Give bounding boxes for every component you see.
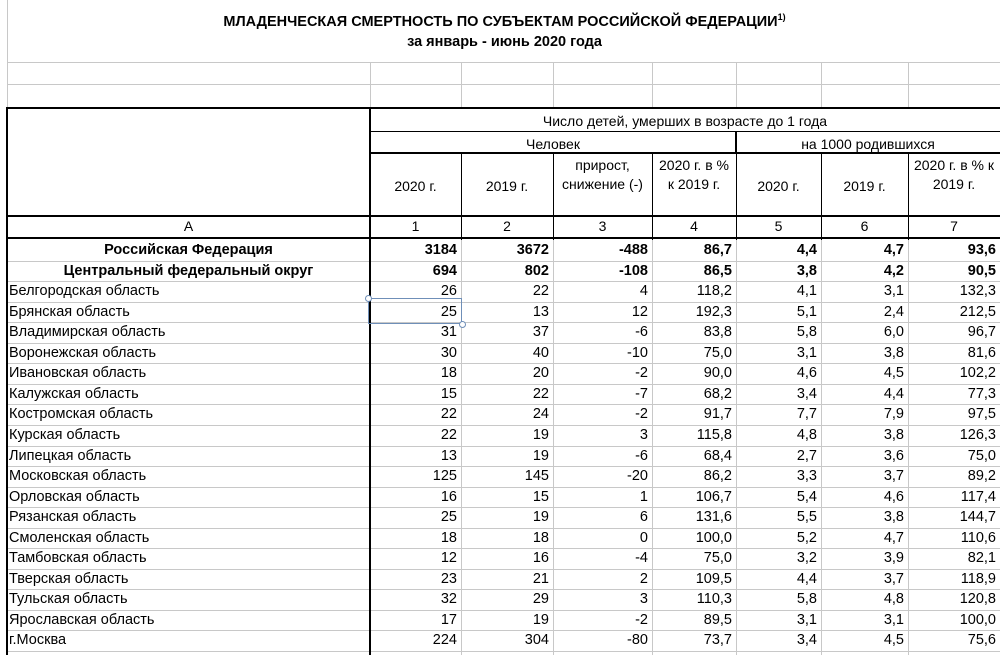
value-cell[interactable]: 22 — [440, 406, 457, 423]
value-cell[interactable]: 75,0 — [703, 344, 732, 361]
value-cell[interactable]: 97,5 — [967, 406, 996, 423]
value-cell[interactable]: 77,3 — [967, 385, 996, 402]
value-cell[interactable]: -6 — [635, 447, 648, 464]
header-group-top: Число детей, умерших в возрасте до 1 года — [542, 113, 828, 129]
column-header: 2020 г. — [757, 178, 800, 194]
value-cell[interactable]: 19 — [532, 611, 549, 628]
grid-line — [908, 62, 909, 107]
value-cell[interactable]: 18 — [532, 529, 549, 546]
column-number: 2 — [503, 218, 511, 234]
value-cell[interactable]: -6 — [635, 324, 648, 341]
value-cell[interactable]: 7,9 — [883, 406, 904, 423]
region-name-cell[interactable]: Белгородская область — [9, 283, 160, 300]
value-cell[interactable]: 75,0 — [967, 447, 996, 464]
grid-line — [7, 62, 1000, 63]
value-cell[interactable]: 81,6 — [967, 344, 996, 361]
value-cell[interactable]: 68,4 — [703, 447, 732, 464]
value-cell[interactable]: 109,5 — [695, 570, 732, 587]
value-cell[interactable]: 19 — [532, 426, 549, 443]
value-cell[interactable]: 694 — [432, 262, 457, 279]
value-cell[interactable]: -488 — [618, 242, 648, 258]
value-cell[interactable]: 18 — [440, 365, 457, 382]
value-cell[interactable]: 3,1 — [796, 344, 817, 361]
value-cell[interactable]: 118,9 — [960, 570, 996, 587]
column-number: 1 — [411, 218, 420, 234]
column-header: 2020 г. в % к 2019 г. — [913, 157, 994, 192]
value-cell[interactable]: 40 — [532, 344, 549, 361]
cell-selection[interactable] — [368, 298, 462, 324]
grid-line — [7, 651, 1000, 652]
value-cell[interactable]: 4,7 — [883, 242, 904, 258]
region-name-cell[interactable]: Орловская область — [9, 488, 140, 505]
value-cell[interactable]: 86,2 — [703, 468, 732, 485]
selection-handle-top-left[interactable] — [365, 295, 372, 302]
value-cell[interactable]: 192,3 — [695, 303, 732, 320]
value-cell[interactable]: 15 — [440, 385, 457, 402]
region-name-cell[interactable]: Рязанская область — [9, 509, 137, 526]
value-cell[interactable]: 115,8 — [696, 426, 732, 443]
value-cell[interactable]: 110,6 — [960, 529, 996, 546]
value-cell[interactable]: 212,5 — [959, 303, 996, 320]
value-cell[interactable]: 37 — [532, 324, 549, 341]
value-cell[interactable]: 304 — [524, 632, 549, 649]
column-number: 4 — [690, 218, 698, 234]
value-cell[interactable]: 13 — [532, 303, 549, 320]
value-cell[interactable]: 4,7 — [883, 529, 904, 546]
value-cell[interactable]: 5,8 — [796, 591, 817, 608]
value-cell[interactable]: 4,5 — [883, 632, 904, 649]
value-cell[interactable]: 144,7 — [959, 509, 996, 526]
value-cell[interactable]: 4,1 — [796, 283, 817, 300]
grid-line — [821, 62, 822, 107]
value-cell[interactable]: 4,6 — [883, 488, 904, 505]
column-header: прирост, снижение (-) — [562, 157, 643, 192]
value-cell[interactable]: 100,0 — [695, 529, 732, 546]
table-border-line — [370, 131, 1000, 132]
value-cell[interactable]: 3,8 — [796, 262, 817, 279]
region-name-cell[interactable]: Тамбовская область — [9, 550, 147, 567]
value-cell[interactable]: 7,7 — [796, 406, 817, 423]
value-cell[interactable]: 25 — [440, 509, 457, 526]
header-group-persons: Человек — [526, 136, 580, 152]
region-name-cell[interactable]: Российская Федерация — [104, 242, 273, 258]
value-cell[interactable]: 12 — [440, 550, 457, 567]
value-cell[interactable]: -2 — [635, 365, 648, 382]
value-cell[interactable]: 20 — [532, 365, 549, 382]
value-cell[interactable]: 22 — [532, 385, 549, 402]
grid-line — [7, 84, 1000, 85]
value-cell[interactable]: 3672 — [516, 242, 549, 258]
value-cell[interactable]: 5,2 — [796, 529, 817, 546]
value-cell[interactable]: 3,4 — [796, 385, 817, 402]
value-cell[interactable]: 117,4 — [960, 488, 996, 505]
value-cell[interactable]: 30 — [440, 344, 457, 361]
table-border-line — [6, 237, 1000, 239]
value-cell[interactable]: 24 — [532, 406, 549, 423]
value-cell[interactable]: 12 — [631, 303, 648, 320]
value-cell[interactable]: -108 — [618, 262, 648, 279]
value-cell[interactable]: 3,8 — [883, 344, 904, 361]
value-cell[interactable]: 3,7 — [883, 468, 904, 485]
column-number: 5 — [774, 218, 783, 234]
value-cell[interactable]: 5,4 — [796, 488, 817, 505]
value-cell[interactable]: 75,0 — [703, 550, 732, 567]
value-cell[interactable]: 132,3 — [959, 283, 996, 300]
value-cell[interactable]: 90,5 — [967, 262, 996, 279]
value-cell[interactable]: 22 — [440, 426, 457, 443]
value-cell[interactable]: 102,2 — [959, 365, 996, 382]
value-cell[interactable]: 1 — [639, 488, 648, 505]
value-cell[interactable]: 3,7 — [883, 570, 904, 587]
value-cell[interactable]: 4 — [639, 283, 648, 300]
value-cell[interactable]: 3,8 — [883, 426, 904, 443]
column-header: 2019 г. — [843, 178, 886, 194]
value-cell[interactable]: 19 — [532, 447, 549, 464]
value-cell[interactable]: 3 — [639, 426, 648, 443]
value-cell[interactable]: 5,8 — [796, 324, 817, 341]
value-cell[interactable]: 16 — [440, 488, 457, 505]
column-number: 3 — [598, 218, 607, 234]
value-cell[interactable]: 3184 — [424, 242, 457, 258]
region-name-cell[interactable]: Центральный федеральный округ — [63, 262, 314, 279]
value-cell[interactable]: 126,3 — [959, 426, 996, 443]
value-cell[interactable]: 15 — [532, 488, 549, 505]
value-cell[interactable]: 5,5 — [796, 509, 817, 526]
value-cell[interactable]: 86,7 — [703, 242, 732, 258]
value-cell[interactable]: 31 — [440, 324, 457, 341]
region-name-cell[interactable]: Брянская область — [9, 303, 130, 320]
value-cell[interactable]: 110,3 — [696, 591, 732, 608]
title-footnote: 1) — [777, 12, 786, 22]
value-cell[interactable]: 6,0 — [883, 324, 904, 341]
column-header: 2020 г. в % к 2019 г. — [659, 157, 729, 192]
value-cell[interactable]: 89,2 — [967, 468, 996, 485]
value-cell[interactable]: -2 — [635, 611, 648, 628]
value-cell[interactable]: 73,7 — [703, 632, 732, 649]
title-main: МЛАДЕНЧЕСКАЯ СМЕРТНОСТЬ ПО СУБЪЕКТАМ РОССИЙСКОЙ ФЕДЕРАЦИИ$^{1)}$ — [223, 12, 786, 30]
value-cell[interactable]: 2,4 — [883, 303, 904, 320]
value-cell[interactable]: 4,2 — [883, 262, 904, 279]
value-cell[interactable]: 4,8 — [796, 426, 817, 443]
value-cell[interactable]: 82,1 — [967, 550, 996, 567]
region-name-cell[interactable]: Владимирская область — [9, 324, 166, 341]
value-cell[interactable]: 2,7 — [796, 447, 817, 464]
value-cell[interactable]: 86,5 — [703, 262, 732, 279]
value-cell[interactable]: 3,1 — [883, 283, 904, 300]
value-cell[interactable]: 83,8 — [703, 324, 732, 341]
value-cell[interactable]: 3,3 — [796, 468, 817, 485]
value-cell[interactable]: 96,7 — [967, 324, 996, 341]
value-cell[interactable]: 120,8 — [959, 591, 996, 608]
value-cell[interactable]: 26 — [440, 283, 457, 300]
selection-handle-bottom-right[interactable] — [459, 321, 466, 328]
region-name-cell[interactable]: Липецкая область — [9, 447, 132, 464]
value-cell[interactable]: 0 — [639, 529, 648, 546]
column-number: А — [183, 218, 194, 234]
grid-line — [553, 62, 554, 107]
region-name-cell[interactable]: Воронежская область — [9, 344, 157, 361]
value-cell[interactable]: 131,6 — [695, 509, 732, 526]
region-name-cell[interactable]: г.Москва — [9, 632, 67, 649]
value-cell[interactable]: 106,7 — [695, 488, 732, 505]
header-group-per1000: на 1000 родившихся — [801, 136, 935, 152]
region-name-cell[interactable]: Курская область — [9, 426, 121, 443]
value-cell[interactable]: 3,2 — [796, 550, 817, 567]
value-cell[interactable]: 89,5 — [703, 611, 732, 628]
value-cell[interactable]: 4,8 — [883, 591, 904, 608]
value-cell[interactable]: 2 — [639, 570, 648, 587]
region-name-cell[interactable]: Ивановская область — [9, 365, 147, 382]
value-cell[interactable]: 4,4 — [796, 570, 817, 587]
value-cell[interactable]: 100,0 — [959, 611, 996, 628]
value-cell[interactable]: -4 — [635, 550, 648, 567]
region-name-cell[interactable]: Московская область — [9, 468, 147, 485]
value-cell[interactable]: 68,2 — [703, 385, 732, 402]
value-cell[interactable]: 3,1 — [883, 611, 904, 628]
column-header: 2020 г. — [394, 178, 437, 194]
value-cell[interactable]: 3,6 — [883, 447, 904, 464]
value-cell[interactable]: 93,6 — [967, 242, 996, 258]
value-cell[interactable]: 91,7 — [703, 406, 732, 423]
value-cell[interactable]: 75,6 — [967, 632, 996, 649]
value-cell[interactable]: 22 — [532, 283, 549, 300]
value-cell[interactable]: 6 — [639, 509, 648, 526]
value-cell[interactable]: 17 — [440, 611, 457, 628]
title-subtitle: за январь - июнь 2020 года — [407, 34, 602, 50]
column-header: 2019 г. — [485, 178, 529, 194]
region-name-cell[interactable]: Калужская область — [9, 385, 139, 402]
value-cell[interactable]: 4,6 — [796, 365, 817, 382]
value-cell[interactable]: -10 — [627, 344, 648, 361]
region-name-cell[interactable]: Ярославская область — [9, 611, 155, 628]
value-cell[interactable]: 32 — [440, 591, 457, 608]
value-cell[interactable]: 4,5 — [883, 365, 904, 382]
value-cell[interactable]: 3,8 — [883, 509, 904, 526]
value-cell[interactable]: 3,4 — [796, 632, 817, 649]
value-cell[interactable]: 13 — [440, 447, 457, 464]
value-cell[interactable]: 90,0 — [703, 365, 732, 382]
value-cell[interactable]: 145 — [524, 468, 549, 485]
value-cell[interactable]: -20 — [627, 468, 648, 485]
column-number: 6 — [860, 218, 869, 234]
grid-line — [370, 62, 371, 107]
region-name-cell[interactable]: Тульская область — [9, 591, 128, 608]
grid-line — [652, 62, 653, 107]
grid-line — [461, 62, 462, 107]
value-cell[interactable]: 25 — [440, 303, 457, 320]
value-cell[interactable]: 23 — [440, 570, 457, 587]
value-cell[interactable]: 3 — [639, 591, 648, 608]
region-name-cell[interactable]: Смоленская область — [9, 529, 150, 546]
value-cell[interactable]: 5,1 — [796, 303, 817, 320]
table-title — [7, 0, 1000, 62]
table-border-line — [6, 107, 8, 655]
value-cell[interactable]: 3,1 — [796, 611, 817, 628]
value-cell[interactable]: -7 — [635, 385, 648, 402]
value-cell[interactable]: 16 — [532, 550, 549, 567]
table-border-line — [6, 107, 1000, 109]
value-cell[interactable]: -2 — [635, 406, 648, 423]
column-number: 7 — [950, 218, 958, 234]
value-cell[interactable]: 21 — [532, 570, 549, 587]
value-cell[interactable]: 4,4 — [796, 242, 817, 258]
value-cell[interactable]: -80 — [627, 632, 648, 649]
region-name-cell[interactable]: Тверская область — [9, 570, 129, 587]
value-cell[interactable]: 4,4 — [883, 385, 904, 402]
value-cell[interactable]: 19 — [532, 509, 549, 526]
grid-line — [7, 62, 8, 107]
grid-line — [736, 62, 737, 107]
value-cell[interactable]: 3,9 — [883, 550, 904, 567]
value-cell[interactable]: 18 — [440, 529, 457, 546]
value-cell[interactable]: 125 — [432, 468, 457, 485]
value-cell[interactable]: 29 — [532, 591, 549, 608]
value-cell[interactable]: 224 — [432, 632, 457, 649]
value-cell[interactable]: 118,2 — [696, 283, 732, 300]
region-name-cell[interactable]: Костромская область — [9, 406, 154, 423]
value-cell[interactable]: 802 — [524, 262, 549, 279]
